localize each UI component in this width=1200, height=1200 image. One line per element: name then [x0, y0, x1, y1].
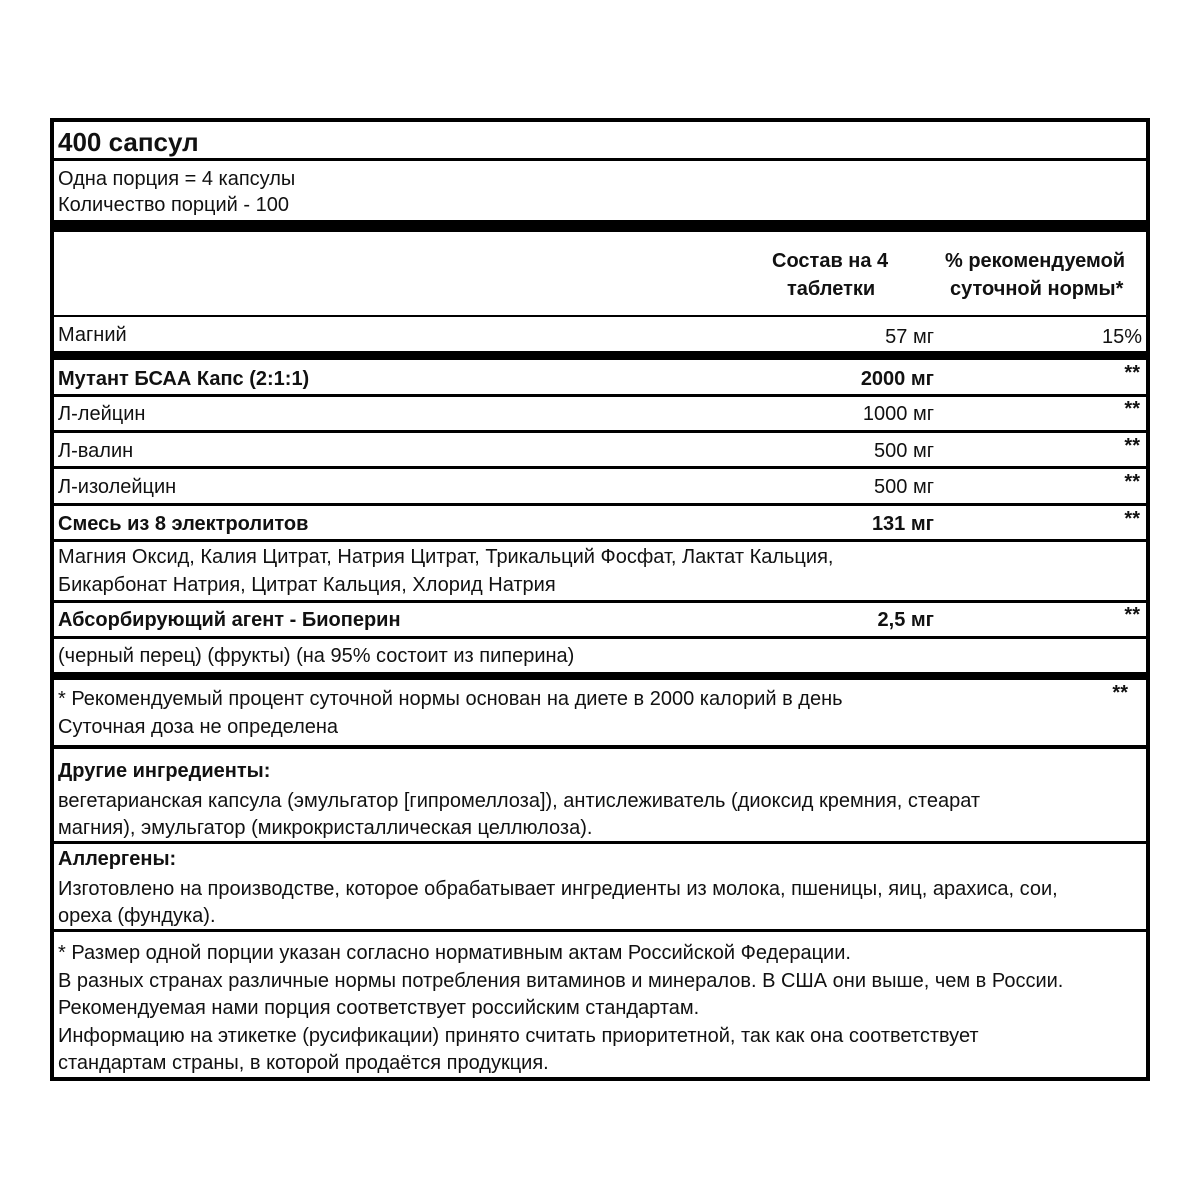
row-amount: 2,5 мг	[877, 609, 934, 631]
footnote-daily-value: * Рекомендуемый процент суточной нормы основан на диете в 2000 калорий в день	[58, 688, 843, 710]
row-dv: **	[1124, 508, 1140, 530]
other-ingredients-line1: вегетарианская капсула (эмульгатор [гипромеллоза]), антислеживатель (диоксид кремния, стеарат	[58, 790, 981, 812]
section-divider	[54, 745, 1146, 749]
row-name: Мутант БСАА Капс (2:1:1)	[58, 368, 310, 390]
section-divider	[54, 841, 1146, 844]
other-ingredients-heading: Другие ингредиенты:	[58, 760, 271, 782]
row-name: Магний	[58, 324, 127, 346]
disclaimer-line: В разных странах различные нормы потребления витаминов и минералов. В США они выше, чем в России.	[58, 970, 1064, 992]
supplement-facts-panel	[50, 118, 1150, 1081]
row-divider	[54, 539, 1146, 542]
row-amount: 500 мг	[874, 476, 934, 498]
servings-per-container: Количество порций - 100	[58, 194, 289, 216]
row-amount: 131 мг	[871, 513, 934, 535]
row-amount: 57 мг	[885, 326, 934, 348]
row-dv: **	[1124, 604, 1140, 626]
electrolytes-desc-line1: Магния Оксид, Калия Цитрат, Натрия Цитрат, Трикальций Фосфат, Лактат Кальция,	[58, 546, 834, 568]
footnote-mark: **	[1112, 682, 1128, 704]
disclaimer-line: Рекомендуемая нами порция соответствует российским стандартам.	[58, 997, 700, 1019]
row-amount: 500 мг	[874, 440, 934, 462]
row-divider	[54, 600, 1146, 603]
row-name: Абсорбирующий агент - Биоперин	[58, 609, 401, 631]
allergens-line1: Изготовлено на производстве, которое обрабатывает ингредиенты из молока, пшеницы, яиц, арахиса, сои,	[58, 878, 1058, 900]
allergens-heading: Аллергены:	[58, 848, 177, 870]
panel-title: 400 сапсул	[58, 127, 199, 157]
row-dv: **	[1124, 362, 1140, 384]
row-name: Л-изолейцин	[58, 476, 177, 498]
row-dv: **	[1124, 398, 1140, 420]
title-divider	[54, 158, 1146, 161]
row-divider	[54, 430, 1146, 433]
disclaimer-line: * Размер одной порции указан согласно нормативным актам Российской Федерации.	[58, 942, 851, 964]
section-divider	[54, 672, 1146, 680]
row-name: Л-валин	[58, 440, 134, 462]
row-amount: 2000 мг	[860, 368, 934, 390]
footnote-not-established: Суточная доза не определена	[58, 716, 339, 738]
row-dv: **	[1124, 435, 1140, 457]
section-divider	[54, 351, 1146, 360]
disclaimer-line: стандартам страны, в которой продаётся продукция.	[58, 1052, 549, 1074]
row-dv: **	[1124, 471, 1140, 493]
amount-header-line2: таблетки	[787, 278, 876, 300]
bioperine-desc: (черный перец) (фрукты) (на 95% состоит из пиперина)	[58, 645, 575, 667]
dv-header-line1: % рекомендуемой	[945, 250, 1126, 272]
row-name: Смесь из 8 электролитов	[58, 513, 309, 535]
serving-size: Одна порция = 4 капсулы	[58, 168, 296, 190]
disclaimer-line: Информацию на этикетке (русификации) принято считать приоритетной, так как она соответствует	[58, 1025, 979, 1047]
electrolytes-desc-line2: Бикарбонат Натрия, Цитрат Кальция, Хлорид Натрия	[58, 574, 556, 596]
other-ingredients-line2: магния), эмульгатор (микрокристаллическая целлюлоза).	[58, 817, 593, 839]
row-dv: 15%	[1101, 326, 1142, 348]
section-divider	[54, 929, 1146, 932]
allergens-line2: ореха (фундука).	[58, 905, 216, 927]
dv-header-line2: суточной нормы*	[950, 278, 1124, 300]
amount-header-line1: Состав на 4	[772, 250, 889, 272]
thick-divider	[54, 220, 1146, 232]
row-divider	[54, 503, 1146, 506]
row-amount: 1000 мг	[862, 403, 934, 425]
row-divider	[54, 636, 1146, 639]
row-divider	[54, 394, 1146, 397]
header-divider	[54, 315, 1146, 317]
row-name: Л-лейцин	[58, 403, 146, 425]
row-divider	[54, 466, 1146, 469]
